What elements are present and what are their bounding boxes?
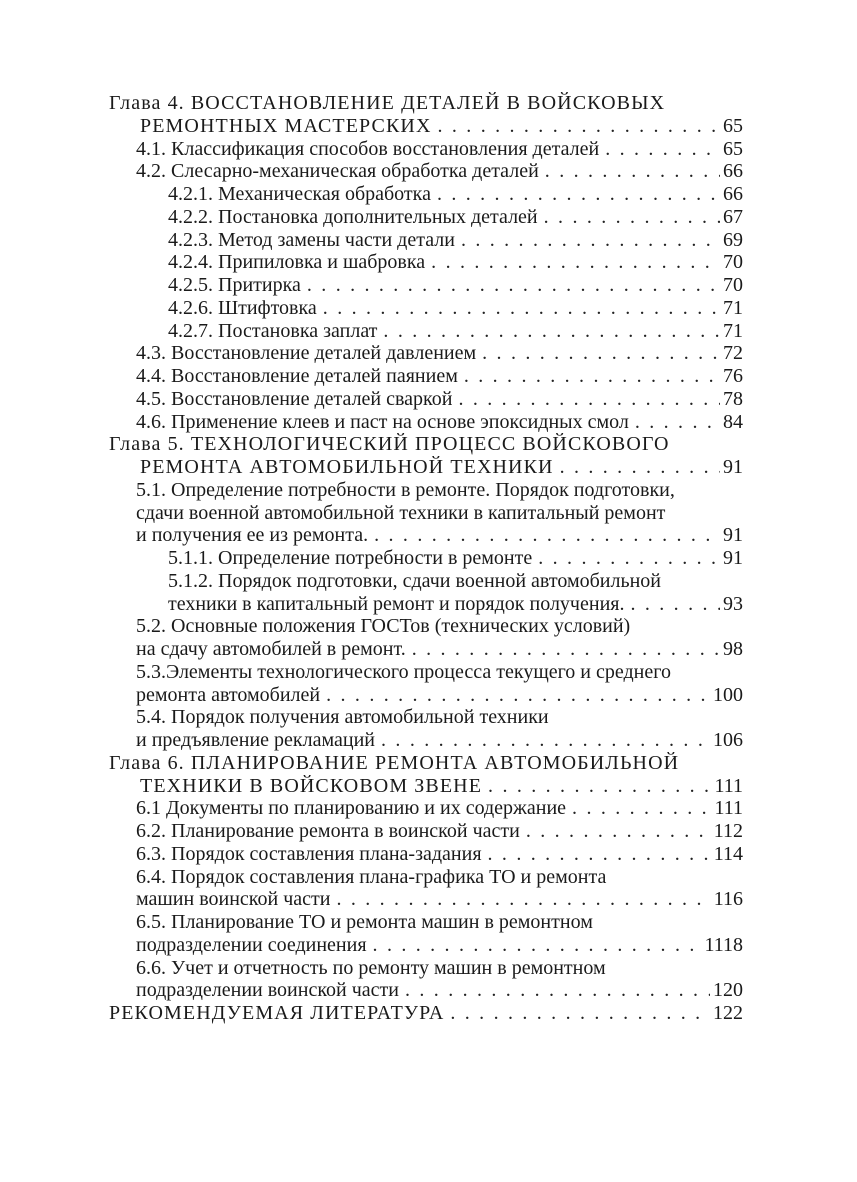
toc-entry-page: 111 [714, 774, 743, 797]
toc-entry [0, 160, 857, 183]
toc-entry-title: Глава 5. ТЕХНОЛОГИЧЕСКИЙ ПРОЦЕСС ВОЙСКОВОГО [109, 433, 670, 456]
toc-entry [0, 138, 857, 161]
toc-entry-title: и получения ее из ремонта. [136, 524, 369, 547]
toc-entry [0, 502, 857, 525]
toc-entry-title: Глава 4. ВОССТАНОВЛЕНИЕ ДЕТАЛЕЙ В ВОЙСКОВЫХ [109, 92, 666, 114]
toc-entry [0, 638, 857, 661]
toc-entry-page: 78 [723, 387, 743, 410]
toc-entry-page: 116 [713, 888, 743, 911]
toc-entry [0, 797, 857, 820]
toc-entry-page: 106 [713, 729, 743, 751]
toc-entry [0, 320, 857, 343]
toc-entry [0, 411, 857, 434]
toc-entry-page: 66 [723, 160, 743, 183]
toc-entry-page: 120 [713, 979, 743, 1002]
toc-entry [0, 547, 857, 570]
dot-leader [374, 524, 720, 547]
toc-entry-title: 6.4. Порядок составления плана-графика ТО и ремонта [136, 865, 607, 888]
toc-entry-title: подразделении воинской части [136, 979, 399, 1002]
toc-entry [0, 433, 857, 456]
toc-entry-title: сдачи военной автомобильной техники в капитальный ремонт [136, 501, 666, 524]
dot-leader [630, 593, 720, 616]
toc-entry [0, 934, 857, 957]
toc-entry-page: 65 [723, 137, 743, 160]
dot-leader [605, 138, 720, 161]
dot-leader [526, 820, 711, 843]
dot-leader [488, 775, 711, 798]
dot-leader [544, 206, 720, 229]
toc-entry [0, 775, 857, 798]
toc-entry-page: 122 [713, 1002, 743, 1024]
toc-entry-title: 6.6. Учет и отчетность по ремонту машин в ремонтном [136, 956, 606, 979]
toc-entry-title: 5.2. Основные положения ГОСТов (технических условий) [136, 615, 631, 638]
toc-entry-title: и предъявление рекламаций [136, 729, 376, 751]
toc-entry-page: 91 [723, 524, 743, 547]
toc-entry-title: 6.1 Документы по планированию и их содержание [136, 797, 567, 820]
toc-entry [0, 911, 857, 934]
toc-entry-title: подразделении соединения [136, 933, 367, 956]
toc-entry-page: 114 [713, 842, 743, 865]
toc-entry [0, 274, 857, 297]
toc-entry [0, 388, 857, 411]
toc-entry [0, 479, 857, 502]
toc-entry-page: 70 [723, 274, 743, 296]
toc-entry-title: 4.2.3. Метод замены части детали [168, 228, 455, 251]
toc-entry-page: 98 [723, 638, 743, 660]
dot-leader [464, 365, 720, 388]
toc-entry [0, 593, 857, 616]
toc-entry [0, 92, 857, 115]
toc-entry-title: 4.3. Восстановление деталей давлением [136, 342, 477, 365]
toc-entry-title: РЕМОНТНЫХ МАСТЕРСКИХ [140, 114, 432, 137]
toc-entry [0, 183, 857, 206]
dot-leader [635, 411, 720, 434]
toc-entry-title: 6.5. Планирование ТО и ремонта машин в ремонтном [136, 911, 593, 933]
dot-leader [482, 342, 720, 365]
dot-leader [373, 934, 702, 957]
dot-leader [438, 115, 721, 138]
table-of-contents [0, 92, 857, 1025]
toc-entry-page: 71 [723, 319, 743, 342]
toc-entry-page: 84 [723, 410, 743, 433]
toc-entry-page: 65 [723, 114, 743, 137]
dot-leader [560, 456, 720, 479]
toc-entry-title: 4.2.5. Притирка [168, 274, 301, 296]
toc-entry-title: ТЕХНИКИ В ВОЙСКОВОМ ЗВЕНЕ [140, 774, 483, 797]
toc-entry-title: 4.2.7. Постановка заплат [168, 319, 378, 342]
toc-entry [0, 820, 857, 843]
toc-entry [0, 888, 857, 911]
toc-entry-title: 6.2. Планирование ремонта в воинской части [136, 820, 520, 842]
toc-entry-page: 91 [723, 456, 743, 478]
toc-entry-title: ремонта автомобилей [136, 683, 321, 706]
toc-entry-title: 5.4. Порядок получения автомобильной техники [136, 706, 549, 729]
toc-entry-title: 5.1.2. Порядок подготовки, сдачи военной автомобильной [168, 569, 662, 592]
toc-entry-title: 4.5. Восстановление деталей сваркой [136, 387, 453, 410]
dot-leader [326, 684, 710, 707]
toc-entry [0, 1002, 857, 1025]
toc-entry-page: 112 [713, 820, 743, 842]
toc-entry-title: 4.2.2. Постановка дополнительных деталей [168, 205, 538, 228]
dot-leader [437, 183, 720, 206]
toc-entry [0, 570, 857, 593]
toc-entry-title: 5.3.Элементы технологического процесса текущего и среднего [136, 660, 671, 683]
toc-entry-page: 71 [723, 296, 743, 319]
toc-entry [0, 251, 857, 274]
toc-entry-title: машин воинской части [136, 888, 331, 911]
toc-entry [0, 115, 857, 138]
dot-leader [538, 547, 720, 570]
toc-entry-title: РЕКОМЕНДУЕМАЯ ЛИТЕРАТУРА [109, 1002, 445, 1024]
toc-entry [0, 729, 857, 752]
toc-entry-page: 72 [723, 342, 743, 365]
toc-entry-page: 1118 [704, 933, 743, 956]
toc-entry-page: 76 [723, 365, 743, 387]
toc-entry [0, 229, 857, 252]
toc-entry [0, 843, 857, 866]
dot-leader [412, 638, 720, 661]
toc-entry-title: 6.3. Порядок составления плана-задания [136, 842, 482, 865]
dot-leader [381, 729, 710, 752]
toc-entry-title: РЕМОНТА АВТОМОБИЛЬНОЙ ТЕХНИКИ [140, 456, 554, 478]
dot-leader [323, 297, 720, 320]
toc-entry [0, 866, 857, 889]
toc-entry-page: 93 [723, 592, 743, 615]
toc-entry-title: 4.1. Классификация способов восстановления деталей [136, 137, 600, 160]
toc-entry-title: 5.1. Определение потребности в ремонте. Порядок подготовки, [136, 478, 675, 501]
dot-leader [458, 388, 720, 411]
dot-leader [431, 251, 720, 274]
toc-entry-title: 4.6. Применение клеев и паст на основе эпоксидных смол [136, 410, 629, 433]
toc-entry [0, 456, 857, 479]
dot-leader [488, 843, 711, 866]
dot-leader [336, 888, 710, 911]
toc-entry [0, 684, 857, 707]
toc-entry-title: 4.4. Восстановление деталей паянием [136, 365, 458, 387]
toc-entry-title: 5.1.1. Определение потребности в ремонте [168, 547, 533, 569]
dot-leader [461, 229, 720, 252]
toc-entry-title: 4.2. Слесарно-механическая обработка деталей [136, 160, 539, 183]
toc-entry [0, 957, 857, 980]
toc-entry [0, 706, 857, 729]
toc-entry [0, 524, 857, 547]
dot-leader [405, 979, 710, 1002]
toc-entry-title: 4.2.1. Механическая обработка [168, 183, 431, 205]
dot-leader [307, 274, 720, 297]
toc-entry-page: 111 [714, 797, 743, 820]
toc-entry-page: 67 [723, 205, 743, 228]
dot-leader [545, 160, 720, 183]
toc-entry-page: 100 [713, 683, 743, 706]
toc-entry-title: техники в капитальный ремонт и порядок получения. [168, 592, 625, 615]
toc-entry-page: 70 [723, 251, 743, 274]
toc-entry-title: 4.2.6. Штифтовка [168, 296, 317, 319]
toc-entry-page: 91 [723, 547, 743, 569]
toc-entry [0, 297, 857, 320]
toc-entry-page: 69 [723, 228, 743, 251]
toc-entry [0, 615, 857, 638]
dot-leader [572, 797, 711, 820]
toc-entry [0, 365, 857, 388]
toc-entry [0, 661, 857, 684]
toc-entry-title: Глава 6. ПЛАНИРОВАНИЕ РЕМОНТА АВТОМОБИЛЬНОЙ [109, 751, 680, 774]
dot-leader [383, 320, 720, 343]
toc-entry [0, 979, 857, 1002]
toc-entry-page: 66 [723, 183, 743, 205]
toc-entry [0, 342, 857, 365]
toc-entry [0, 752, 857, 775]
toc-entry [0, 206, 857, 229]
toc-entry-title: на сдачу автомобилей в ремонт. [136, 638, 406, 660]
dot-leader [450, 1002, 710, 1025]
toc-entry-title: 4.2.4. Припиловка и шабровка [168, 251, 426, 274]
